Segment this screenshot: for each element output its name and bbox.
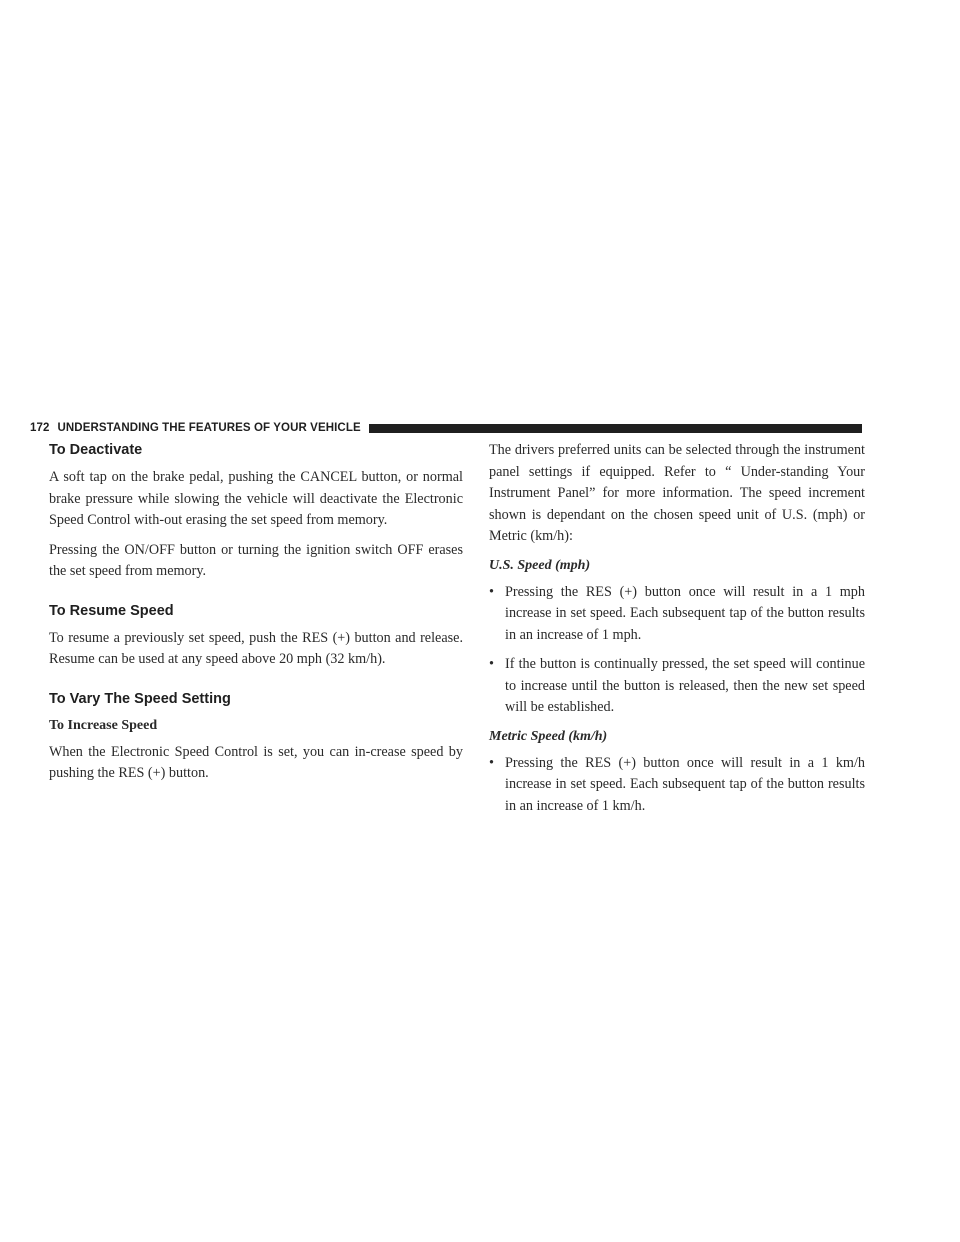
heading-to-deactivate: To Deactivate <box>49 442 143 458</box>
us-speed-list <box>489 582 865 719</box>
heading-to-vary-speed: To Vary The Speed Setting <box>49 690 231 707</box>
list-item: • If the button is continually pressed, the set speed will continue to increase until the button is released, then the new set speed will be established. <box>489 656 865 715</box>
subheading-to-increase-speed: To Increase Speed <box>49 717 158 733</box>
list-item: • Pressing the RES (+) button once will result in a 1 mph increase in set speed. Each subsequent tap of the button results in an increase of 1 mph. <box>489 583 865 643</box>
deactivate-paragraph-1: A soft tap on the brake pedal, pushing the CANCEL button, or normal brake pressure while slowing the vehicle will deactivate the Electronic Speed Control with-out erasing the set speed from memory. <box>49 469 463 528</box>
left-column <box>49 440 463 793</box>
units-intro-paragraph: The drivers preferred units can be selected through the instrument panel settings if equipped. Refer to “ Under-standing Your Instrument Panel” for more information. The speed increment shown is dependant on the chosen speed unit of U.S. (mph) or Metric (km/h): <box>489 442 865 544</box>
subheading-metric-speed: Metric Speed (km/h) <box>489 728 608 744</box>
heading-to-resume-speed: To Resume Speed <box>49 602 174 619</box>
bullet-icon: • <box>489 656 494 672</box>
subheading-us-speed: U.S. Speed (mph) <box>489 557 591 573</box>
header-text <box>30 422 361 434</box>
vary-paragraph: When the Electronic Speed Control is set, you can in-crease speed by pushing the RES (+) button. <box>49 743 463 781</box>
header-rule <box>369 424 862 433</box>
running-header <box>30 420 862 436</box>
list-item: • Pressing the RES (+) button once will result in a 1 km/h increase in set speed. Each subsequent tap of the button results in an increase of 1 km/h. <box>489 754 865 814</box>
resume-paragraph: To resume a previously set speed, push the RES (+) button and release. Resume can be used at any speed above 20 mph (32 km/h). <box>49 629 463 667</box>
right-column <box>489 440 865 825</box>
bullet-icon: • <box>489 754 494 771</box>
deactivate-paragraph-2: Pressing the ON/OFF button or turning the ignition switch OFF erases the set speed from memory. <box>49 541 463 579</box>
section-title: UNDERSTANDING THE FEATURES OF YOUR VEHICLE <box>57 422 361 434</box>
page-number: 172 <box>30 422 50 434</box>
bullet-icon: • <box>489 583 494 600</box>
metric-speed-list <box>489 753 865 818</box>
